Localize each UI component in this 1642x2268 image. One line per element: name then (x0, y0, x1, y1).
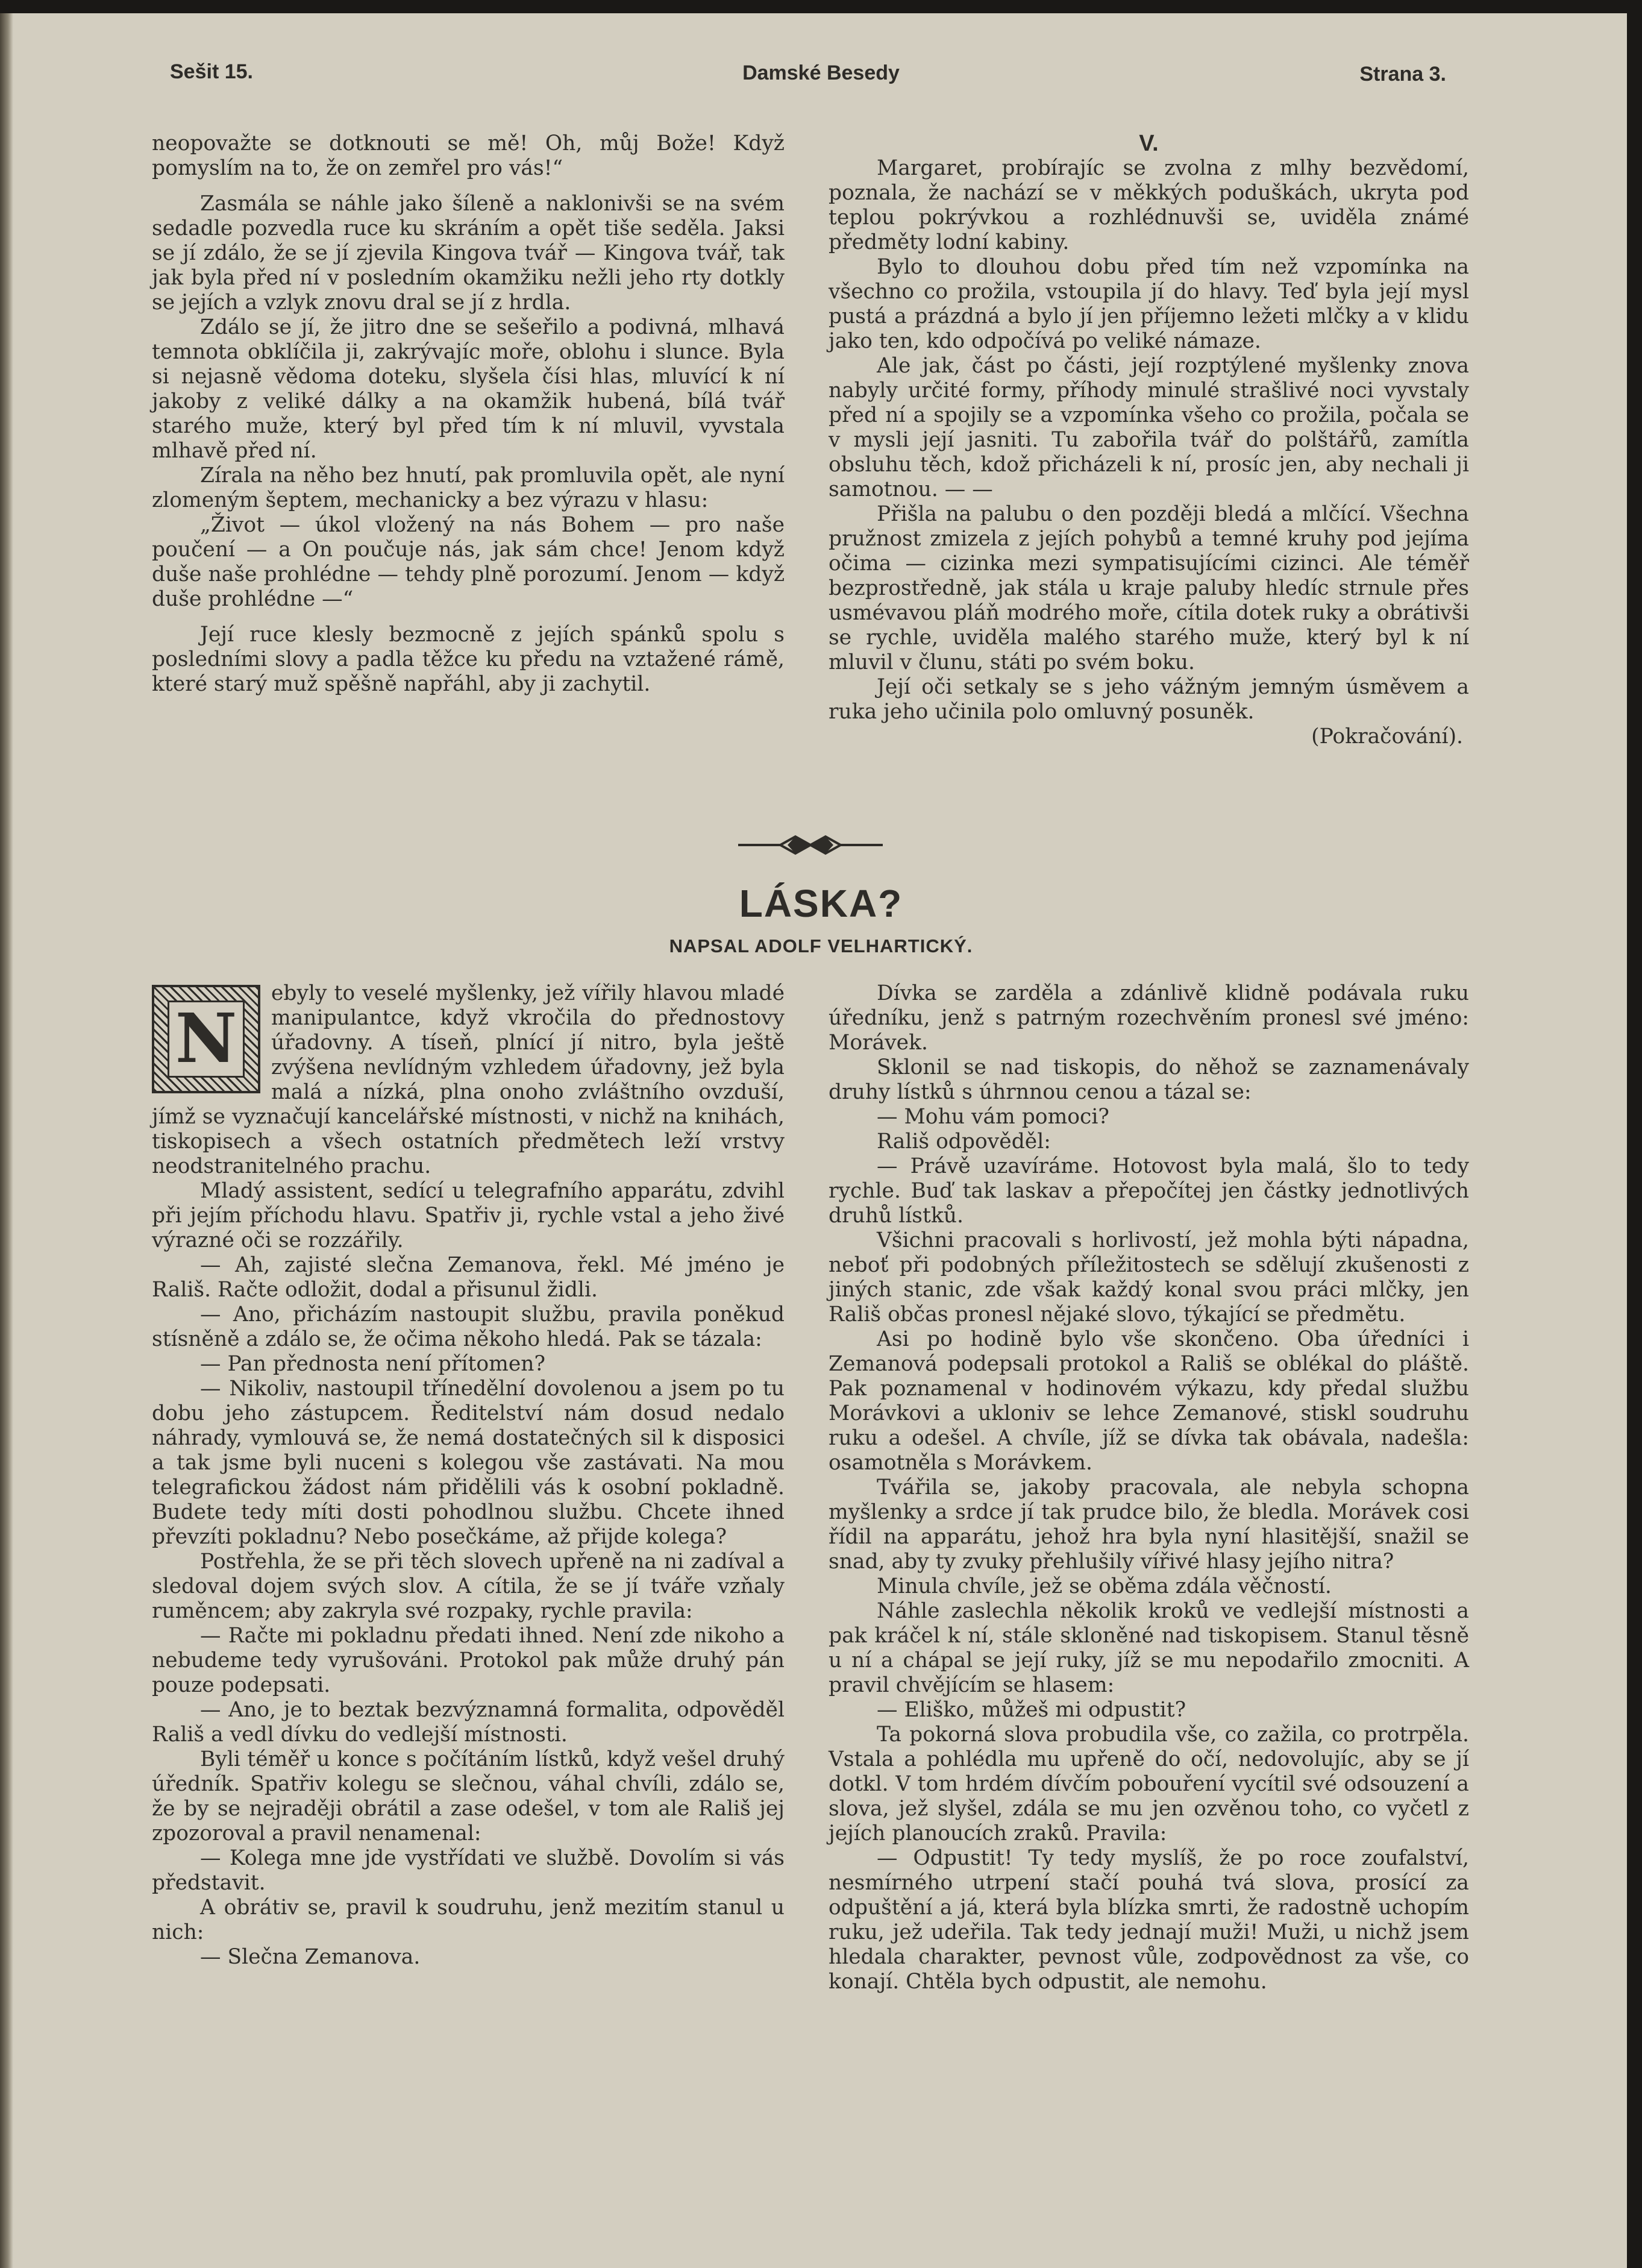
paragraph: Asi po hodině bylo vše skončeno. Oba úředníci i Zemanová podepsali protokol a Rališ se oblékal do pláště. Pak poznamenal v hodinovém výkazu, kdy předal službu Morávkovi a ukloniv se lehce Zemanové, stiskl soudruhu ruku a odešel. A chvíle, jíž se dívka tak obávala, nadešla: osamotněla s Morávkem. (829, 1327, 1469, 1475)
paragraph: Náhle zaslechla několik kroků ve vedlejší místnosti a pak kráčel k ní, stále skloněné nad tiskopisem. Stanul těsně u ní a chápal se její ruky, jíž se mu nepodařilo zmocniti. A pravil chvějícím se hlasem: (829, 1599, 1469, 1697)
story-byline: NAPSAL ADOLF VELHARTICKÝ. (669, 935, 973, 957)
dialogue-line: — Slečna Zemanova. (200, 1945, 421, 1969)
continued-note: (Pokračování). (1311, 724, 1463, 749)
paragraph: ebyly to veselé myšlenky, jež vířily hlavou mladé manipulantce, když vkročila do přednostovy úřadovny. A tíseň, plnící jí nitro, byla ještě zvýšena nevlídným vzhledem úřadovny, jež byla malá a nízká, plna onoho zvláštního ovzduší, jímž se vyznačují kancelářské místnosti, v nichž na knihách, tiskopisech a všech ostatních předmětech leží vrstvy neodstranitelného prachu. (152, 981, 785, 1178)
chapter-heading: V. (1139, 131, 1159, 156)
issue-number: Sešit 15. (170, 60, 253, 83)
paragraph: Ale jak, část po části, její rozptýlené myšlenky znova nabyly určité formy, příhody minulé strašlivé noci vyvstaly před ní a spojily se a vzpomínka všeho co prožila, počala se v mysli její jasniti. Tu zabořila tvář do polštářů, zamítla obsluhu těch, kdož přicházeli k ní, prosíc jen, aby nechali ji samotnou. — — (829, 354, 1469, 501)
paragraph: Její ruce klesly bezmocně z jejích spánků spolu s posledními slovy a padla těžce ku předu na vztažené rámě, které starý muž spěšně napřáhl, aby ji zachytil. (152, 623, 785, 696)
dialogue-line: — Odpustit! Ty tedy myslíš, že po roce zoufalství, nesmírného utrpení stačí pouhá tvá slova, prosící za odpuštění a já, která byla blízka smrti, že radostně uchopím ruku, jež udeřila. Tak tedy jednají muži! Muži, u nichž jsem hledala charakter, pevnost vůle, zodpovědnost za vše, co konají. Chtěla bych odpustit, ale nemohu. (829, 1846, 1469, 1994)
paragraph: Mladý assistent, sedící u telegrafního apparátu, zdvihl při jejím příchodu hlavu. Spatřiv ji, rychle vstal a jeho živé výrazné oči se rozzářily. (152, 1179, 785, 1252)
top-left-column (152, 131, 785, 697)
dialogue-line: — Pan přednosta není přítomen? (200, 1352, 546, 1376)
paragraph: Margaret, probírajíc se zvolna z mlhy bezvědomí, poznala, že nachází se v měkkých poduškách, ukryta pod teplou pokrývkou a rozhlédnuvši se, uviděla známé předměty lodní kabiny. (829, 156, 1469, 254)
paragraph: Její oči setkaly se s jeho vážným jemným úsměvem a ruka jeho učinila polo omluvný posuněk. (829, 675, 1469, 724)
paragraph: A obrátiv se, pravil k soudruhu, jenž mezitím stanul u nich: (152, 1896, 785, 1944)
magazine-title: Damské Besedy (742, 61, 900, 84)
paragraph: Přišla na palubu o den později bledá a mlčící. Všechna pružnost zmizela z jejích pohybů a temné kruhy pod jejíma očima — cizinka mezi sympatisujícími cizinci. Ale téměř bezprostředně, jak stála u kraje paluby hledíc strnule přes usmévavou pláň modrého moře, cítila dotek ruky a obrátivši se rychle, uviděla malého starého muže, který byl k ní mluvil v člunu, státi po svém boku. (829, 502, 1469, 674)
drop-cap-ornament (152, 985, 260, 1093)
drop-cap-letter: N (168, 1000, 245, 1078)
paragraph: Minula chvíle, jež se oběma zdála věčností. (877, 1574, 1332, 1598)
paragraph: Zdálo se jí, že jitro dne se sešeřilo a podivná, mlhavá temnota obklíčila ji, zakrývajíc moře, oblohu i slunce. Byla si nejasně vědoma doteku, slyšela čísi hlas, mluvící k ní jakoby z veliké dálky a na okamžik hubená, bílá tvář starého muže, který byl před tím k ní mluvil, vyvstala mlhavě před ní. (152, 315, 785, 463)
paragraph: neopovažte se dotknouti se mě! Oh, můj Bože! Když pomyslím na to, že on zemřel pro vás!“ (152, 131, 785, 180)
ornament-divider (738, 833, 883, 857)
story-title: LÁSKA? (739, 882, 903, 925)
paragraph: Postřehla, že se při těch slovech upřeně na ni zadíval a sledoval dojem svých slov. A cítila, že se jí tváře vzňaly ruměncem; aby zakryla své rozpaky, rychle pravila: (152, 1550, 785, 1623)
bottom-right-column (829, 981, 1469, 1994)
page-number: Strana 3. (1359, 63, 1446, 86)
paragraph: Zasmála se náhle jako šíleně a naklonivši se na svém sedadle pozvedla ruce ku skráním a opět tiše seděla. Jaksi se jí zdálo, že se jí zjevila Kingova tvář — Kingova tvář, tak jak byla před ní v posledním okamžiku nežli jeho rty dotkly se jejích a vzlyk znovu dral se jí z hrdla. (152, 192, 785, 315)
paragraph: Sklonil se nad tiskopis, do něhož se zaznamenávaly druhy lístků s úhrnnou cenou a tázal se: (829, 1055, 1469, 1104)
dialogue-line: — Nikoliv, nastoupil třínedělní dovolenou a jsem po tu dobu jeho zástupcem. Ředitelství nám dosud nedalo náhrady, vymlouvá se, že nemá dostatečných sil k disposici a tak jsme byli nuceni s kolegou vše zastávati. Na mou telegrafickou žádost nám přidělili vás k osobní pokladně. Budete tedy míti dosti pohodlnou službu. Chcete ihned převzíti pokladnu? Nebo posečkáme, až přijde kolega? (152, 1377, 785, 1549)
dialogue-line: — Mohu vám pomoci? (877, 1105, 1109, 1129)
dialogue-line: — Račte mi pokladnu předati ihned. Není zde nikoho a nebudeme tedy vyrušováni. Protokol pak může druhý pán pouze podepsati. (152, 1624, 785, 1697)
paragraph: Tvářila se, jakoby pracovala, ale nebyla schopna myšlenky a srdce jí tak prudce bilo, že bledla. Morávek cosi řídil na apparátu, jehož hra byla nyní hlasitější, snažil se snad, aby ty zvuky přehlušily vířivé hlasy jejího nitra? (829, 1475, 1469, 1574)
paragraph: Zírala na něho bez hnutí, pak promluvila opět, ale nyní zlomeným šeptem, mechanicky a bez výrazu v hlasu: (152, 463, 785, 512)
dialogue-line: — Kolega mne jde vystřídati ve službě. Dovolím si vás představit. (152, 1846, 785, 1895)
paragraph: Dívka se zarděla a zdánlivě klidně podávala ruku úředníku, jenž s patrným rozechvěním pronesl své jméno: Morávek. (829, 981, 1469, 1055)
page-binding-edge (0, 13, 13, 2268)
paragraph: Bylo to dlouhou dobu před tím než vzpomínka na všechno co prožila, vstoupila jí do hlavy. Teď byla její mysl pustá a prázdná a bylo jí jen příjemno ležeti mlčky a v klidu jako ten, kdo odpočívá po veliké námaze. (829, 255, 1469, 353)
page-header (0, 55, 1627, 92)
paragraph: Rališ odpověděl: (877, 1129, 1051, 1154)
magazine-page (0, 13, 1627, 2268)
dialogue-line: — Eliško, můžeš mi odpustit? (877, 1698, 1186, 1722)
dialogue-line: — Ano, je to beztak bezvýznamná formalita, odpověděl Rališ a vedl dívku do vedlejší místnosti. (152, 1698, 785, 1747)
dialogue-line: — Právě uzavíráme. Hotovost byla malá, šlo to tedy rychle. Buď tak laskav a přepočítej jen částky jednotlivých druhů lístků. (829, 1154, 1469, 1228)
bottom-left-column (152, 981, 785, 1970)
paragraph: Ta pokorná slova probudila vše, co zažila, co protrpěla. Vstala a pohlédla mu upřeně do očí, nedovolujíc, aby se jí dotkl. V tom hrdém dívčím pobouření vycítil své odsouzení a slova, jež slyšel, zdála se mu jen ozvěnou toho, co vyčetl z jejích planoucích zraků. Pravila: (829, 1723, 1469, 1845)
quote-paragraph: „Život — úkol vložený na nás Bohem — pro naše poučení — a On poučuje nás, jak sám chce! Jenom když duše naše prohlédne — tehdy plně porozumí. Jenom — když duše prohlédne —“ (152, 513, 785, 611)
dialogue-line: — Ah, zajisté slečna Zemanova, řekl. Mé jméno je Rališ. Račte odložit, dodal a přisunul židli. (152, 1253, 785, 1302)
paragraph: Všichni pracovali s horlivostí, jež mohla býti nápadna, neboť při podobných příležitostech se sdělují zkušenosti z jiných stanic, zde však každý konal svou práci mlčky, jen Rališ občas pronesl nějaké slovo, týkající se předmětu. (829, 1228, 1469, 1327)
top-right-column (829, 131, 1469, 749)
dialogue-line: — Ano, přicházím nastoupit službu, pravila poněkud stísněně a zdálo se, že očima někoho hledá. Pak se tázala: (152, 1302, 785, 1351)
paragraph: Byli téměř u konce s počítáním lístků, když vešel druhý úředník. Spatřiv kolegu se slečnou, váhal chvíli, zdálo se, že by se nejraději obrátil a zase odešel, v tom ale Rališ jej zpozoroval a pravil nenamenal: (152, 1747, 785, 1845)
